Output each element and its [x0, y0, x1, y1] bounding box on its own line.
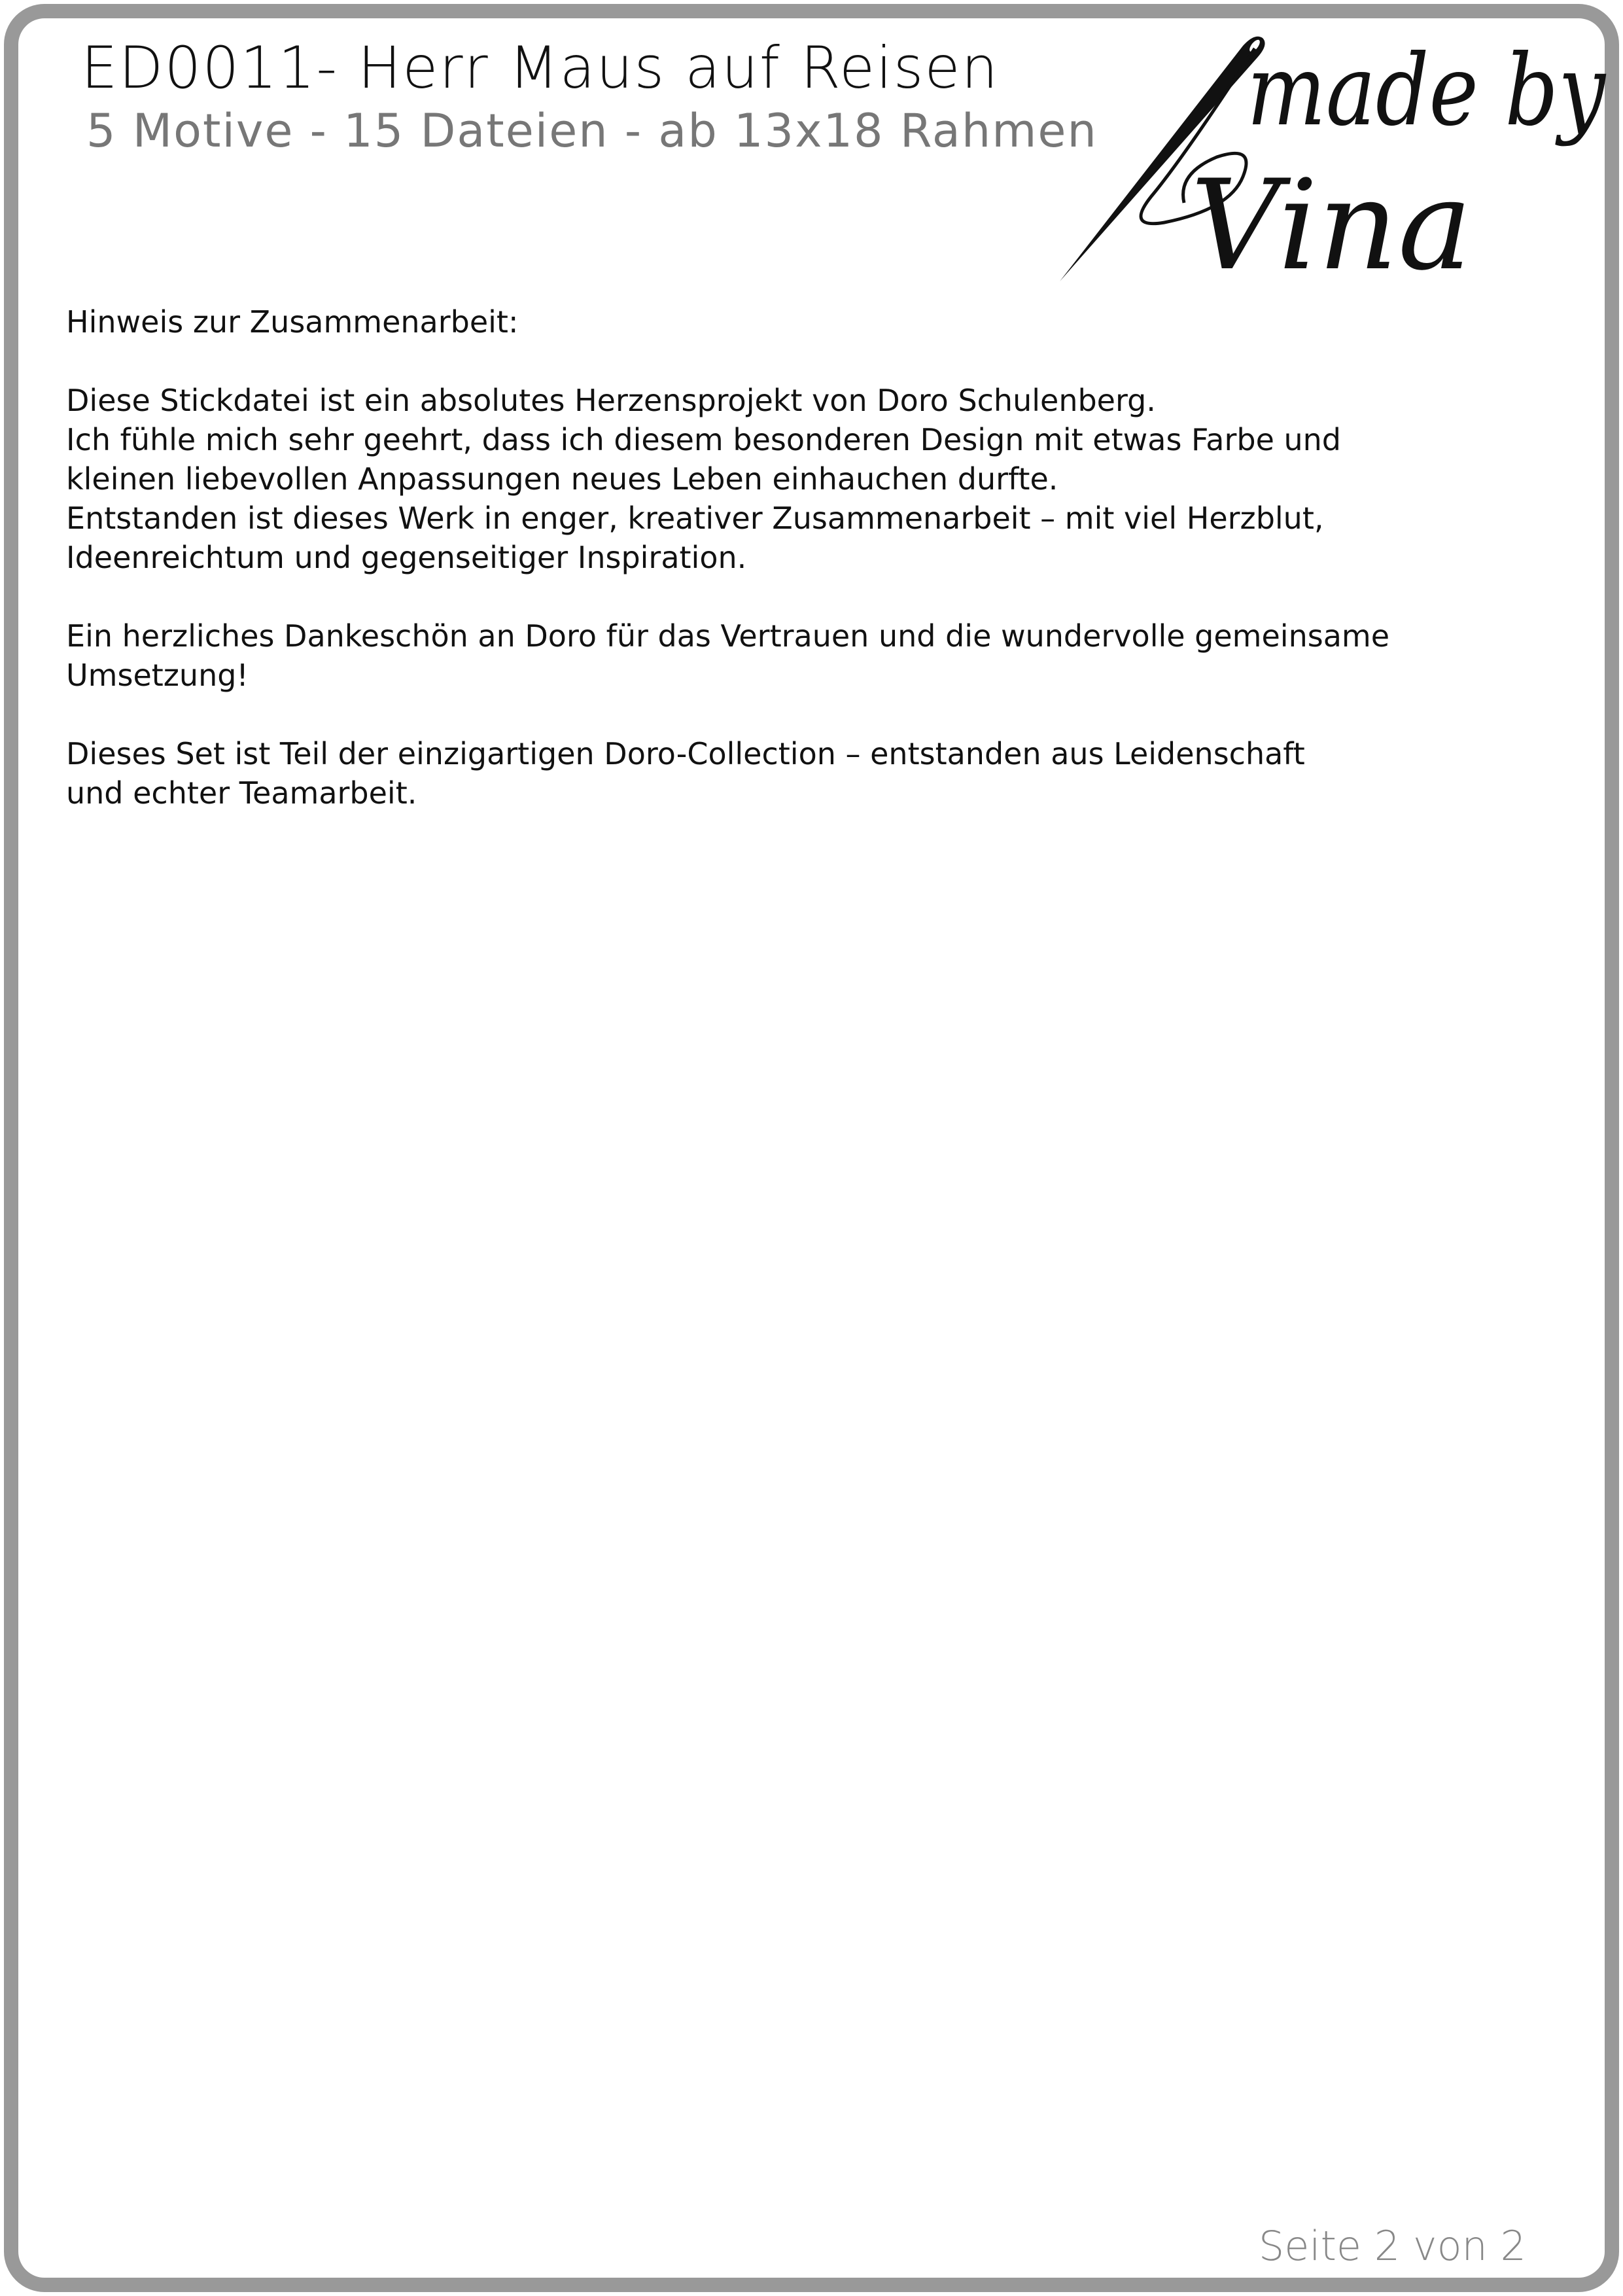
collaboration-note [66, 302, 1558, 813]
logo-line2: Vina [1191, 153, 1473, 298]
paragraph-line: Ein herzliches Dankeschön an Doro für das Vertrauen und die wundervolle gemeinsame [66, 618, 1389, 654]
paragraph-line: und echter Teamarbeit. [66, 775, 417, 811]
paragraph-line: Umsetzung! [66, 658, 249, 693]
paragraph-line: kleinen liebevollen Anpassungen neues Leben einhauchen durfte. [66, 461, 1058, 497]
paragraph-line: Ich fühle mich sehr geehrt, dass ich diesem besonderen Design mit etwas Farbe und [66, 422, 1342, 457]
document-title: ED0011- Herr Maus auf Reisen [81, 34, 1000, 101]
paragraph-line: Dieses Set ist Teil der einzigartigen Doro-Collection – entstanden aus Leidenschaft [66, 736, 1305, 771]
paragraph-line: Diese Stickdatei ist ein absolutes Herzensprojekt von Doro Schulenberg. [66, 383, 1156, 418]
note-heading: Hinweis zur Zusammenarbeit: [66, 304, 519, 340]
needle-and-thread-icon [1047, 26, 1606, 298]
paragraph-line: Ideenreichtum und gegenseitiger Inspiration. [66, 540, 747, 575]
document-subtitle: 5 Motive - 15 Dateien - ab 13x18 Rahmen [86, 104, 1098, 158]
paragraph-line: Entstanden ist dieses Werk in enger, kreativer Zusammenarbeit – mit viel Herzblut, [66, 501, 1324, 536]
page-number: Seite 2 von 2 [1258, 2222, 1526, 2270]
logo-line1: made by [1247, 33, 1606, 148]
made-by-vina-logo [1047, 26, 1606, 298]
